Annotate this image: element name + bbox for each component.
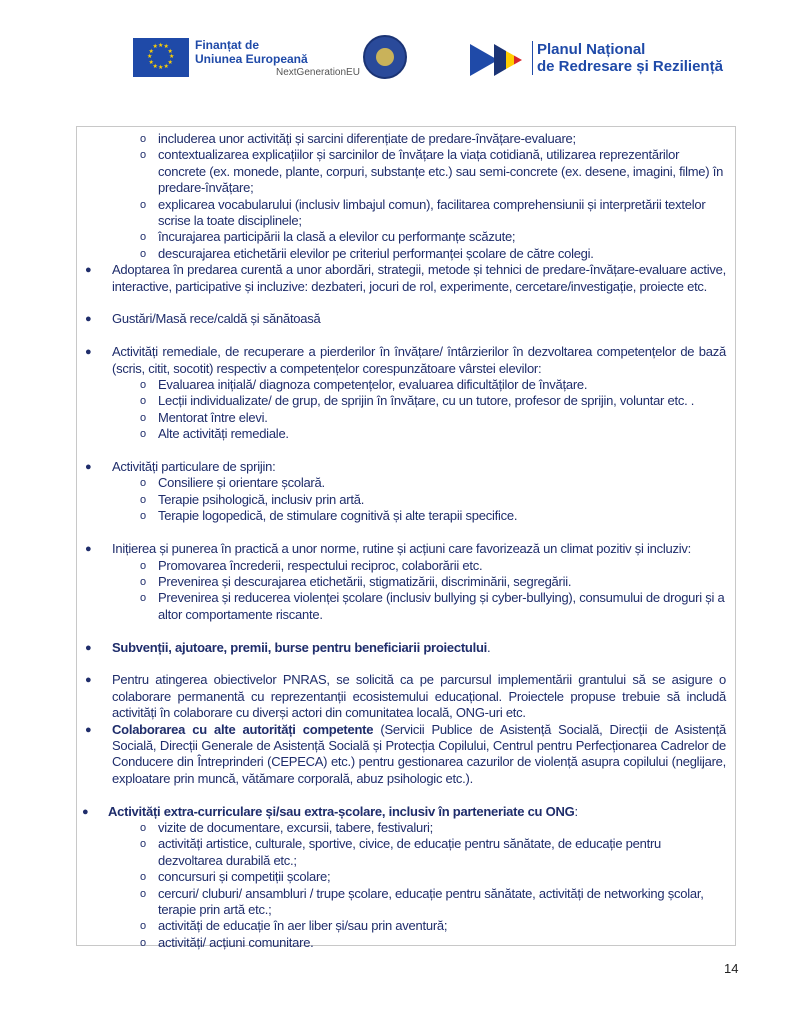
sub-list-item-text: activități artistice, culturale, sportive, civice, de educație pentru sănătate, de educație pentru dezvoltarea durabilă etc.; [158,836,662,868]
romanian-government-seal-logo [363,35,407,79]
circle-bullet-icon: o [140,493,146,506]
circle-bullet-icon: o [140,592,146,605]
sub-list-item [77,197,735,230]
star-icon: ★ [163,63,169,70]
sub-list-item [77,229,735,245]
sub-list-item [77,393,735,409]
sub-list-item-text: Terapie psihologică, inclusiv prin artă. [158,491,365,507]
sub-list-item-text: explicarea vocabularului (inclusiv limbajul comun), facilitarea comprehensiunii și interpretării textelor scrise la toate disciplinele; [158,196,706,229]
sub-list-item [77,131,735,147]
circle-bullet-icon: o [140,411,146,424]
sub-list-item-text: Alte activități remediale. [158,426,289,442]
circle-bullet-icon: o [140,428,146,441]
list-item-text: Pentru atingerea obiectivelor PNRAS, se solicită ca pe parcursul implementării grantului să se asigure o colaborare permanentă cu reprezentanții ecosistemului educațional. Proiectele propuse trebuie să includă activități în colaborare cu diverși actori din comunitatea locală, ONG-uri etc. [112,672,726,721]
list-item [77,640,735,656]
sub-list-item [77,935,735,951]
sub-list-item [77,820,735,836]
sub-list-item-text: Promovarea încrederii, respectului reciproc, colaborării etc. [158,557,483,573]
list-item-text: Activități particulare de sprijin: [112,459,276,475]
circle-bullet-icon: o [140,920,146,933]
eu-line-3: NextGenerationEU [276,67,360,78]
eu-funding-label [195,38,369,80]
sub-list-item [77,918,735,934]
star-icon: ★ [148,48,154,55]
sub-list-item-text: contextualizarea explicațiilor și sarcinilor de învățare la viața cotidiană, utilizarea reprezentărilor concrete (ex. monede, plante, corpuri, substanțe etc.) sau semi-concrete (ex. desene, imagini, filme) în predare-învățare; [158,147,724,196]
star-icon: ★ [158,65,164,71]
coat-of-arms-icon [376,48,394,66]
list-item [77,672,735,721]
star-icon: ★ [163,44,169,51]
star-icon: ★ [152,44,158,51]
sub-list-item [77,558,735,574]
star-icon: ★ [158,43,164,49]
circle-bullet-icon: o [140,936,146,949]
circle-bullet-icon: o [140,149,146,162]
sub-list-item [77,508,735,524]
sub-list-item-text: încurajarea participării la clasă a elevilor cu performanțe scăzute; [158,229,516,245]
bullet-icon: ● [85,264,92,277]
sub-list-item [77,410,735,426]
list-item [77,804,735,820]
circle-bullet-icon: o [140,198,146,211]
page-number: 14 [724,961,739,976]
star-icon: ★ [167,59,173,66]
sub-list-item-text: includerea unor activități și sarcini diferențiate de predare-învățare-evaluare; [158,131,576,146]
sub-list-item-text: descurajarea etichetării elevilor pe criteriul performanței școlare de către colegi. [158,245,594,261]
list-item [77,311,735,327]
star-icon: ★ [169,54,175,60]
sub-list-item-text: Evaluarea inițială/ diagnoza competențelor, evaluarea dificultăților de învățare. [158,377,588,393]
sub-list-item [77,574,735,590]
list-item-bold-text: Subvenții, ajutoare, premii, burse pentru beneficiarii proiectului [112,639,488,655]
list-item-text: Activități remediale, de recuperare a pierderilor în învățare/ întârzierilor în dezvoltarea competențelor de bază (scris, citit, socotit) respectiv a competențelor corespunzătoare vârstei elevilor: [112,344,726,376]
bullet-icon: ● [85,346,92,359]
circle-bullet-icon: o [140,247,146,260]
list-item-text: Inițierea și punerea în practică a unor norme, rutine și acțiuni care favorizează un climat pozitiv și incluziv: [112,541,691,557]
bullet-icon: ● [85,674,92,687]
circle-bullet-icon: o [140,559,146,572]
bullet-icon: ● [85,543,92,556]
page-header [0,0,791,110]
sub-list-item [77,869,735,885]
sub-list-item-text: Lecții individualizate/ de grup, de sprijin în învățare, cu un tutore, profesor de sprijin, voluntar etc. . [158,393,695,409]
sub-list-item [77,475,735,491]
eu-line-2: Uniunea Europeană [195,52,308,66]
bullet-list [77,131,735,951]
list-item-bold-text: Activități extra-curriculare și/sau extra-școlare, inclusiv în parteneriate cu ONG [108,803,575,819]
sub-list-item-text: Prevenirea și reducerea violenței școlare (inclusiv bullying și cyber-bullying), consumului de droguri și a altor comportamente riscante. [158,590,725,622]
pnrr-arrows-logo [470,44,530,76]
list-item-text: Adoptarea în predarea curentă a unor abordări, strategii, metode și tehnici de predare-învățare-evaluare active, interactive, participative și incluzive: dezbateri, jocuri de rol, experimente, cercetare/investigație, proiecte etc. [112,262,726,294]
bullet-icon: ● [85,313,92,326]
list-item-suffix: . [487,639,491,655]
sub-list-item [77,426,735,442]
sub-list-item-text: Prevenirea și descurajarea etichetării, stigmatizării, discriminării, segregării. [158,573,572,589]
bullet-icon: ● [85,461,92,474]
sub-list-item-text: vizite de documentare, excursii, tabere, festivaluri; [158,819,434,835]
sub-list-item-text: activități de educație în aer liber și/sau prin aventură; [158,918,448,934]
circle-bullet-icon: o [140,510,146,523]
sub-list-item [77,836,735,869]
circle-bullet-icon: o [140,379,146,392]
circle-bullet-icon: o [140,575,146,588]
eu-flag-logo [133,38,189,77]
circle-bullet-icon: o [140,838,146,851]
content-frame [76,126,736,950]
list-item [77,541,735,557]
list-item-text: (Servicii Publice de Asistență Socială, Direcții de Asistență Socială, Direcții Generale de Asistență Socială și Protecția Copilului, Centrul pentru Perfecționarea Cadrelor de Conducere din Întreprinderi (CEPECA) etc.) pentru gestionarea cazurilor de violență asupra copilului (neglijare, exploatare prin muncă, vătămare corporală, abuz psihologic etc.). [112,721,726,786]
pnrr-line-2: de Redresare și Reziliență [537,58,723,75]
list-item [77,262,735,295]
circle-bullet-icon: o [140,477,146,490]
sub-list-item [77,246,735,262]
list-item-suffix: : [574,803,578,819]
sub-list-item-text: activități/ acțiuni comunitare. [158,934,314,950]
star-icon: ★ [167,48,173,55]
circle-bullet-icon: o [140,231,146,244]
sub-list-item [77,147,735,196]
circle-bullet-icon: o [140,871,146,884]
list-item-text: Gustări/Masă rece/caldă și sănătoasă [112,311,321,327]
sub-list-item [77,377,735,393]
list-item [77,722,735,788]
star-icon: ★ [148,59,154,66]
star-icon: ★ [152,63,158,70]
sub-list-item-text: Consiliere și orientare școlară. [158,475,325,491]
eu-line-1: Finanțat de [195,38,260,52]
star-icon: ★ [147,54,153,60]
circle-bullet-icon: o [140,133,146,145]
sub-list-item [77,492,735,508]
list-item [77,459,735,475]
circle-bullet-icon: o [140,821,146,834]
bullet-icon: ● [85,641,92,654]
circle-bullet-icon: o [140,887,146,900]
list-item-bold-text: Colaborarea cu alte autorități competente [112,721,374,737]
sub-list-item-text: Mentorat între elevi. [158,409,268,425]
sub-list-item [77,590,735,623]
sub-list-item-text: cercuri/ cluburi/ ansambluri / trupe școlare, educație pentru sănătate, activități de networking școlar, terapie prin artă etc.; [158,885,704,917]
pnrr-line-1: Planul Național [537,41,646,58]
pnrr-label [532,41,723,75]
bullet-icon: ● [82,805,89,818]
circle-bullet-icon: o [140,395,146,408]
bullet-icon: ● [85,723,92,736]
sub-list-item-text: concursuri și competiții școlare; [158,869,331,885]
sub-list-item [77,886,735,919]
list-item [77,344,735,377]
sub-list-item-text: Terapie logopedică, de stimulare cognitivă și alte terapii specifice. [158,508,518,524]
